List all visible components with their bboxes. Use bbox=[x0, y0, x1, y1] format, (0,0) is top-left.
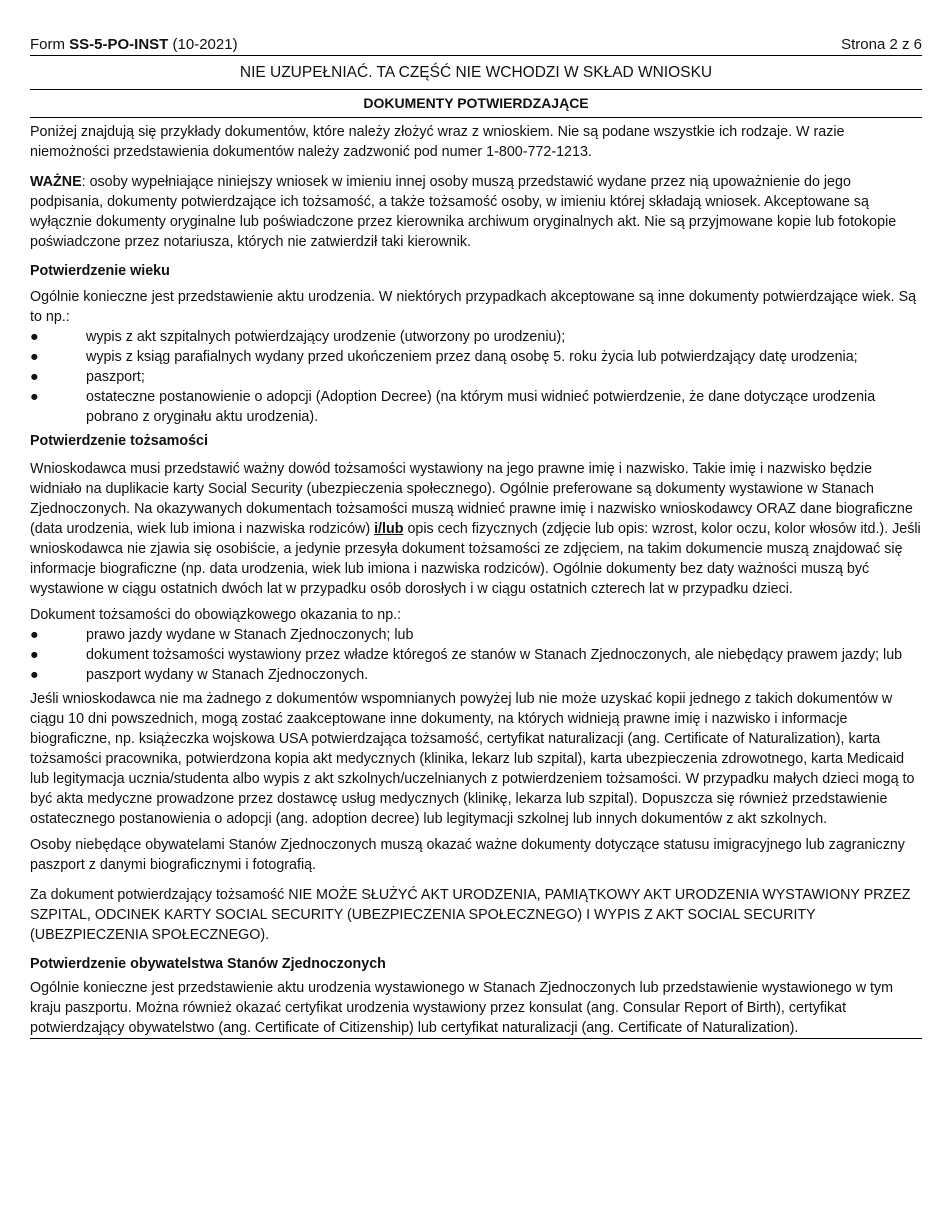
page-content bbox=[30, 36, 922, 1039]
identity-paragraph-2: Jeśli wnioskodawca nie ma żadnego z dokumentów wspomnianych powyżej lub nie może uzyskać kopii jednego z takich dokumentów w ciągu 10 dni powszednich, mogą zostać zaakceptowane inne dokumenty, na których widnieją prawne imię i nazwisko i informacje biograficzne, np. książeczka wojskowa USA potwierdzająca tożsamość, certyfikat naturalizacji (ang. Certificate of Naturalization), karta tożsamości pracownika, potwierdzona kopia akt medycznych (klinika, lekarz lub szpital), karta ubezpieczenia zdrowotnego, karta Medicaid lub legitymacja ucznia/studenta albo wypis z akt szkolnych/uczelnianych z potwierdzeniem tożsamości. W przypadku małych dzieci mogą to być akta medyczne prowadzone przez dostawcę usług medycznych (klinikę, lekarza lub szpital). Dopuszcza się również przedstawienie ostatecznego postanowienia o adopcji (ang. adoption decree) lub legitymacji szkolnej lub innych dokumentów z akt szkolnych. bbox=[30, 691, 915, 827]
bullet-icon: ● bbox=[30, 369, 39, 385]
important-label: WAŻNE bbox=[30, 174, 82, 190]
list-item: ● wypis z ksiąg parafialnych wydany przed ukończeniem przez daną osobę 5. roku życia lub potwierdzający datę urodzenia; bbox=[30, 349, 858, 365]
list-item: ● wypis z akt szpitalnych potwierdzający urodzenie (utworzony po urodzeniu); bbox=[30, 329, 566, 345]
identity-list-intro: Dokument tożsamości do obowiązkowego okazania to np.: bbox=[30, 607, 402, 623]
do-not-complete-notice: NIE UZUPEŁNIAĆ. TA CZĘŚĆ NIE WCHODZI W SKŁAD WNIOSKU bbox=[30, 56, 922, 90]
list-item: ● prawo jazdy wydane w Stanach Zjednoczonych; lub bbox=[30, 627, 414, 643]
age-document-list bbox=[30, 327, 922, 427]
page-header bbox=[30, 36, 922, 56]
list-item: ● paszport; bbox=[30, 369, 145, 385]
citizenship-paragraph: Ogólnie konieczne jest przedstawienie aktu urodzenia wystawionego w Stanach Zjednoczonych lub przedstawienie wystawionego w tym kraju paszportu. Można również okazać certyfikat urodzenia wystawiony przez konsulat (ang. Consular Report of Birth), certyfikat potwierdzający obywatelstwo (ang. Certificate of Citizenship) lub certyfikat naturalizacji (ang. Certificate of Naturalization). bbox=[30, 978, 922, 1039]
and-or-emphasis: i/lub bbox=[374, 521, 404, 537]
bullet-icon: ● bbox=[30, 389, 39, 405]
list-item: ● paszport wydany w Stanach Zjednoczonych. bbox=[30, 667, 369, 683]
intro-paragraph: Poniżej znajdują się przykłady dokumentów, które należy złożyć wraz z wnioskiem. Nie są podane wszystkie ich rodzaje. W razie niemożności przedstawienia dokumentów należy zadzwonić pod numer 1-800-772-1213. bbox=[30, 124, 845, 160]
bullet-icon: ● bbox=[30, 349, 39, 365]
important-paragraph: WAŻNE: osoby wypełniające niniejszy wniosek w imieniu innej osoby muszą przedstawić wydane przez nią upoważnienie do jego podpisania, dokumenty potwierdzające ich tożsamość, a także tożsamość osoby, w imieniu której składają wniosek. Akceptowane są wyłącznie dokumenty oryginalne lub poświadczone przez kierownika archiwum oryginalnych akt. Nie są przyjmowane kopie lub fotokopie poświadczone przez notariusza, których nie zatwierdził taki kierownik. bbox=[30, 174, 897, 250]
age-heading: Potwierdzenie wieku bbox=[30, 263, 170, 279]
list-item: ● dokument tożsamości wystawiony przez władze któregoś ze stanów w Stanach Zjednoczonych, ale niebędący prawem jazdy; lub bbox=[30, 647, 903, 663]
identity-paragraph-3: Osoby niebędące obywatelami Stanów Zjednoczonych muszą okazać ważne dokumenty dotyczące statusu imigracyjnego lub zagraniczny paszport z danymi biograficznymi i fotografią. bbox=[30, 837, 905, 873]
section-title: DOKUMENTY POTWIERDZAJĄCE bbox=[30, 90, 922, 118]
form-identifier: Form SS-5-PO-INST (10-2021) bbox=[30, 36, 238, 53]
list-item: ● ostateczne postanowienie o adopcji (Adoption Decree) (na którym musi widnieć potwierdzenie, że dane dotyczące urodzenia pobrano z oryginału aktu urodzenia). bbox=[30, 389, 876, 425]
age-intro: Ogólnie konieczne jest przedstawienie aktu urodzenia. W niektórych przypadkach akceptowane są inne dokumenty potwierdzające wiek. Są to np.: bbox=[30, 289, 917, 325]
bullet-icon: ● bbox=[30, 647, 39, 663]
citizenship-heading: Potwierdzenie obywatelstwa Stanów Zjednoczonych bbox=[30, 956, 386, 972]
bullet-icon: ● bbox=[30, 667, 39, 683]
identity-paragraph-1: Wnioskodawca musi przedstawić ważny dowód tożsamości wystawiony na jego prawne imię i nazwisko. Takie imię i nazwisko będzie widniało na duplikacie karty Social Security (ubezpieczenia społecznego). Ogólnie preferowane są dokumenty wystawione w Stanach Zjednoczonych. Na okazywanych dokumentach tożsamości muszą widnieć prawne imię i nazwisko wnioskodawcy ORAZ dane biograficzne (data urodzenia, wiek lub imiona i nazwiska rodziców) i/lub opis cech fizycznych (zdjęcie lub opis: wzrost, kolor oczu, kolor włosów itd.). Jeśli wnioskodawca nie zjawia się osobiście, a jedynie przesyła dokument tożsamości ze zdjęciem, na takim dokumencie muszą znajdować się informacje biograficzne (np. data urodzenia, wiek lub imiona i nazwiska rodziców). Ogólnie dokumenty bez daty ważności muszą być wystawione w ciągu ostatnich dwóch lat w przypadku osób dorosłych i w ciągu ostatnich czterech lat w przypadku dzieci. bbox=[30, 461, 921, 597]
identity-document-list bbox=[30, 625, 922, 685]
identity-heading: Potwierdzenie tożsamości bbox=[30, 433, 208, 449]
bullet-icon: ● bbox=[30, 329, 39, 345]
bullet-icon: ● bbox=[30, 627, 39, 643]
form-id: SS-5-PO-INST bbox=[69, 36, 169, 53]
identity-paragraph-4: Za dokument potwierdzający tożsamość NIE MOŻE SŁUŻYĆ AKT URODZENIA, PAMIĄTKOWY AKT URODZENIA WYSTAWIONY PRZEZ SZPITAL, ODCINEK KARTY SOCIAL SECURITY (UBEZPIECZENIA SPOŁECZNEGO) I WYPIS Z AKT SOCIAL SECURITY (UBEZPIECZENIA SPOŁECZNEGO). bbox=[30, 887, 911, 943]
page-number: Strona 2 z 6 bbox=[841, 36, 922, 53]
